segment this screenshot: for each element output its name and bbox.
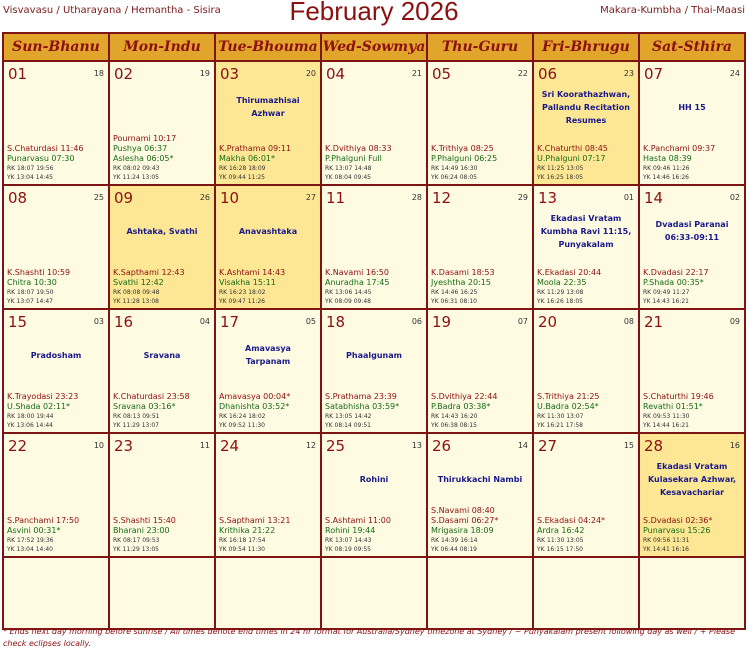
nakshatra-text: Dhanishta 03:52* [219,402,290,411]
day-cell[interactable] [533,61,639,185]
month-title: February 2026 [289,0,459,26]
day-cell[interactable] [533,185,639,309]
rahu-kalam-text: RK 08:08 09:48 [113,289,160,296]
nakshatra-text: Svathi 12:42 [113,278,164,287]
tithi-text: S.Dvithiya 22:44 [431,392,498,401]
tithi-text: K.Shashti 10:59 [7,268,71,277]
rahu-kalam-text: RK 18:00 19:44 [7,413,54,420]
tithi-text: K.Dvadasi 22:17 [643,268,709,277]
lunar-day-number: 13 [411,441,422,450]
day-cell[interactable] [109,61,215,185]
lunar-day-number: 05 [305,317,316,326]
day-number: 21 [644,313,664,331]
weekday-tue: Tue-Bhouma [215,33,321,61]
day-number: 20 [538,313,558,331]
lunar-day-number: 11 [199,441,210,450]
empty-day-cell [109,557,215,629]
nakshatra-text: U.Badra 02:54* [537,402,599,411]
tithi-text: S.Trithiya 21:25 [537,392,600,401]
yamagandam-text: YK 06:31 08:10 [431,298,477,305]
event-label: Anavashtaka [238,226,298,236]
day-cell[interactable] [215,185,321,309]
nakshatra-text: Satabhisha 03:59* [325,402,400,411]
day-cell[interactable] [639,61,745,185]
rahu-kalam-text: RK 11:25 13:05 [537,165,584,172]
panchang-info [7,392,78,430]
nakshatra-text: Aslesha 06:05* [113,154,174,163]
panchang-info [7,144,84,182]
panchang-info [219,516,290,554]
lunar-day-number: 25 [93,193,104,202]
empty-day-cell [427,557,533,629]
day-cell[interactable] [3,185,109,309]
day-cell[interactable] [215,309,321,433]
tithi-text: K.Navami 16:50 [325,268,389,277]
rahu-kalam-text: RK 18:07 19:50 [7,289,54,296]
day-number: 18 [326,313,346,331]
tithi-text: S.Ashtami 11:00 [325,516,391,525]
nakshatra-text: Mrigasira 18:09 [431,526,494,535]
yamagandam-text: YK 11:29 13:05 [113,546,159,553]
nakshatra-text: Punarvasu 15:26 [643,526,711,535]
rahu-kalam-text: RK 16:24 18:02 [219,413,266,420]
day-cell[interactable] [215,61,321,185]
lunar-day-number: 24 [729,69,740,78]
yamagandam-text: YK 14:41 16:16 [643,546,689,553]
day-cell[interactable] [321,185,427,309]
lunar-day-number: 08 [623,317,634,326]
panchang-info [325,268,389,306]
week-row [3,61,745,185]
nakshatra-text: Visakha 15:11 [219,278,276,287]
lunar-day-number: 01 [623,193,634,202]
lunar-day-number: 27 [305,193,316,202]
day-cell[interactable] [3,61,109,185]
empty-day-cell [533,557,639,629]
nakshatra-text: P.Badra 03:38* [431,402,491,411]
lunar-day-number: 06 [411,317,422,326]
tithi-text: S.Dasami 06:27* [431,516,499,525]
rahu-kalam-text: RK 14:49 16:30 [431,165,478,172]
day-number: 02 [114,65,134,83]
week-row [3,433,745,557]
tithi-text: K.Chaturdasi 23:58 [113,392,190,401]
lunar-day-number: 02 [729,193,740,202]
rahu-kalam-text: RK 11:29 13:08 [537,289,584,296]
yamagandam-text: YK 16:15 17:50 [537,546,583,553]
day-cell[interactable] [427,185,533,309]
yamagandam-text: YK 06:38 08:15 [431,422,477,429]
nakshatra-text: Jyeshtha 20:15 [431,278,491,287]
nakshatra-text: Makha 06:01* [219,154,276,163]
event-label: Thirukkachi Nambi [437,474,523,484]
tithi-text: S.Sapthami 13:21 [219,516,291,525]
day-number: 25 [326,437,346,455]
lunar-day-number: 22 [517,69,528,78]
yamagandam-text: YK 09:54 11:30 [219,546,265,553]
yamagandam-text: YK 09:44 11:25 [219,174,265,181]
weekday-wed: Wed-Sowmya [321,33,427,61]
lunar-day-number: 04 [199,317,210,326]
nakshatra-text: U.Shada 02:11* [7,402,71,411]
nakshatra-text: P.Phalguni Full [325,154,382,163]
panchang-info [643,516,712,554]
day-number: 28 [644,437,664,455]
nakshatra-text: Bharani 23:00 [113,526,170,535]
day-number: 19 [432,313,452,331]
panchang-info [431,506,498,554]
yamagandam-text: YK 08:19 09:55 [325,546,371,553]
panchang-info [7,516,79,554]
lunar-day-number: 29 [517,193,528,202]
day-cell[interactable] [533,309,639,433]
nakshatra-text: Pushya 06:37 [113,144,168,153]
nakshatra-text: P.Shada 00:35* [643,278,704,287]
yamagandam-text: YK 16:25 18:05 [537,174,583,181]
panchang-info [219,144,291,182]
day-number: 14 [644,189,664,207]
day-number: 11 [326,189,346,207]
panchang-info [431,268,495,306]
nakshatra-text: Punarvasu 07:30 [7,154,75,163]
panchang-info [537,516,605,554]
yamagandam-text: YK 13:04 14:40 [7,546,53,553]
tithi-text: K.Ekadasi 20:44 [537,268,602,277]
lunar-day-number: 15 [623,441,634,450]
tithi-text: S.Chaturdasi 11:46 [7,144,84,153]
yamagandam-text: YK 08:14 09:51 [325,422,371,429]
panchang-info [113,392,190,430]
tithi-text: S.Navami 08:40 [431,506,495,515]
rahu-kalam-text: RK 08:13 09:51 [113,413,160,420]
empty-day-cell [3,557,109,629]
empty-day-cell [215,557,321,629]
tithi-text: K.Ashtami 14:43 [219,268,286,277]
lunar-day-number: 16 [729,441,740,450]
footnote: * Ends next day morning before sunrise / All times denote end times in 24 hr format for Australia/Sydney timezone at Sydney / ~ Punyakalam present following day as well / + Please check eclipses locally. [3,627,736,648]
event-label: Ekadasi Vratam Kulasekara Azhwar, Kesavachariar [647,461,737,497]
rahu-kalam-text: RK 14:39 16:14 [431,537,478,544]
day-number: 06 [538,65,558,83]
tithi-text: K.Trithiya 08:25 [431,144,494,153]
weekday-sat: Sat-Sthira [639,33,745,61]
day-cell[interactable] [321,309,427,433]
panchang-info [643,144,715,182]
day-cell[interactable] [109,185,215,309]
weekday-fri: Fri-Bhrugu [533,33,639,61]
nakshatra-text: Hasta 08:39 [643,154,692,163]
day-cell[interactable] [109,309,215,433]
nakshatra-text: Moola 22:35 [537,278,587,287]
rahu-kalam-text: RK 14:43 16:20 [431,413,478,420]
nakshatra-text: Rohini 19:44 [325,526,376,535]
day-number: 24 [220,437,240,455]
weekday-sun: Sun-Bhanu [3,33,109,61]
day-number: 04 [326,65,346,83]
yamagandam-text: YK 14:44 16:21 [643,422,689,429]
lunar-day-number: 20 [305,69,316,78]
lunar-day-number: 07 [517,317,528,326]
nakshatra-text: Revathi 01:51* [643,402,703,411]
event-label: Dvadasi Paranai 06:33-09:11 [655,220,729,242]
day-number: 22 [8,437,28,455]
lunar-day-number: 09 [729,317,740,326]
yamagandam-text: YK 16:26 18:05 [537,298,583,305]
rahu-kalam-text: RK 16:18 17:54 [219,537,266,544]
lunar-day-number: 03 [93,317,104,326]
year-season-label: Visvavasu / Utharayana / Hemantha - Sisira [3,5,221,16]
event-label: Thirumazhisai Azhwar [236,96,300,118]
panchang-info [113,134,176,182]
tithi-text: Pournami 10:17 [113,134,177,143]
tithi-text: S.Ekadasi 04:24* [537,516,606,525]
rahu-kalam-text: RK 13:07 14:48 [325,165,372,172]
panchang-info [643,268,709,306]
day-cell[interactable] [321,61,427,185]
tithi-text: S.Panchami 17:50 [7,516,80,525]
day-cell[interactable] [533,433,639,557]
rahu-kalam-text: RK 18:07 19:56 [7,165,54,172]
calendar-header [0,0,748,32]
panchang-info [537,392,600,430]
rahu-kalam-text: RK 09:53 11:30 [643,413,690,420]
yamagandam-text: YK 11:24 13:05 [113,174,159,181]
tithi-text: S.Prathama 23:39 [325,392,397,401]
panchang-info [219,392,290,430]
yamagandam-text: YK 13:06 14:44 [7,422,53,429]
panchang-info [537,144,608,182]
day-number: 13 [538,189,558,207]
rahu-kalam-text: RK 16:28 18:09 [219,165,266,172]
event-label: Sravana [143,350,181,360]
day-number: 10 [220,189,240,207]
rahu-kalam-text: RK 09:46 11:26 [643,165,690,172]
tithi-text: K.Dvithiya 08:33 [325,144,392,153]
day-number: 03 [220,65,240,83]
empty-day-cell [639,557,745,629]
rahu-kalam-text: RK 17:52 19:36 [7,537,54,544]
lunar-day-number: 18 [93,69,104,78]
event-label: Rohini [359,474,389,484]
week-row [3,185,745,309]
rahu-kalam-text: RK 14:46 16:25 [431,289,478,296]
day-cell[interactable] [427,61,533,185]
tithi-text: S.Shashti 15:40 [113,516,176,525]
lunar-day-number: 14 [517,441,528,450]
day-cell[interactable] [321,433,427,557]
panchang-info [537,268,601,306]
rahu-kalam-text: RK 08:02 09:43 [113,165,160,172]
yamagandam-text: YK 09:47 11:26 [219,298,265,305]
nakshatra-text: Asvini 00:31* [7,526,61,535]
day-cell[interactable] [3,433,109,557]
tamil-month-label: Makara-Kumbha / Thai-Maasi [600,5,745,16]
day-cell[interactable] [215,433,321,557]
event-label: Amavasya Tarpanam [245,344,291,366]
yamagandam-text: YK 08:09 09:48 [325,298,371,305]
day-number: 01 [8,65,28,83]
nakshatra-text: U.Phalguni 07:17 [537,154,606,163]
lunar-day-number: 28 [411,193,422,202]
tithi-text: K.Sapthami 12:43 [113,268,185,277]
day-number: 05 [432,65,452,83]
tithi-text: K.Panchami 09:37 [643,144,716,153]
yamagandam-text: YK 06:24 08:05 [431,174,477,181]
panchang-info [219,268,285,306]
yamagandam-text: YK 06:44 08:19 [431,546,477,553]
tithi-text: Amavasya 00:04* [219,392,291,401]
rahu-kalam-text: RK 09:49 11:27 [643,289,690,296]
empty-day-cell [321,557,427,629]
lunar-day-number: 21 [411,69,422,78]
week-row [3,309,745,433]
day-number: 23 [114,437,134,455]
weekday-mon: Mon-Indu [109,33,215,61]
rahu-kalam-text: RK 11:30 13:05 [537,537,584,544]
lunar-day-number: 10 [93,441,104,450]
panchang-info [431,392,497,430]
day-cell[interactable] [639,185,745,309]
day-cell[interactable] [109,433,215,557]
panchang-info [325,144,392,182]
tithi-text: K.Chaturthi 08:45 [537,144,608,153]
rahu-kalam-text: RK 08:17 09:53 [113,537,160,544]
day-number: 27 [538,437,558,455]
day-number: 12 [432,189,452,207]
day-number: 17 [220,313,240,331]
nakshatra-text: Krithika 21:22 [219,526,276,535]
panchang-info [325,392,399,430]
panchang-info [7,268,70,306]
empty-week-row [3,557,745,629]
day-number: 15 [8,313,28,331]
panchang-info [325,516,391,554]
lunar-day-number: 12 [305,441,316,450]
tithi-text: S.Chaturthi 19:46 [643,392,714,401]
yamagandam-text: YK 14:43 16:21 [643,298,689,305]
panchang-info [431,144,497,182]
weekday-header-row [3,33,745,61]
rahu-kalam-text: RK 09:56 11:31 [643,537,690,544]
panchang-info [113,516,176,554]
yamagandam-text: YK 11:29 13:07 [113,422,159,429]
weekday-thu: Thu-Guru [427,33,533,61]
rahu-kalam-text: RK 13:05 14:42 [325,413,372,420]
yamagandam-text: YK 08:04 09:45 [325,174,371,181]
nakshatra-text: P.Phalguni 06:25 [431,154,498,163]
calendar-grid [2,32,746,630]
yamagandam-text: YK 13:07 14:47 [7,298,53,305]
lunar-day-number: 23 [623,69,634,78]
day-cell[interactable] [3,309,109,433]
event-label: Sri Koorathazhwan, Pallandu Recitation Resumes [541,89,631,125]
day-cell[interactable] [639,433,745,557]
event-label: Pradosham [30,350,82,360]
yamagandam-text: YK 14:46 16:26 [643,174,689,181]
day-cell[interactable] [639,309,745,433]
panchang-info [643,392,714,430]
day-number: 26 [432,437,452,455]
event-label: Phaalgunam [346,350,402,360]
day-cell[interactable] [427,309,533,433]
tithi-text: K.Dasami 18:53 [431,268,495,277]
nakshatra-text: Chitra 10:30 [7,278,57,287]
lunar-day-number: 19 [199,69,210,78]
event-label: Ashtaka, Svathi [126,226,198,236]
event-label: Ekadasi Vratam Kumbha Ravi 11:15, Punyakalam [540,213,632,249]
nakshatra-text: Ardra 16:42 [537,526,585,535]
rahu-kalam-text: RK 13:07 14:43 [325,537,372,544]
tithi-text: K.Trayodasi 23:23 [7,392,79,401]
nakshatra-text: Sravana 03:16* [113,402,176,411]
day-number: 08 [8,189,28,207]
panchang-info [113,268,185,306]
day-number: 16 [114,313,134,331]
nakshatra-text: Anuradha 17:45 [325,278,390,287]
rahu-kalam-text: RK 13:06 14:45 [325,289,372,296]
day-cell[interactable] [427,433,533,557]
yamagandam-text: YK 09:52 11:30 [219,422,265,429]
tithi-text: S.Dvadasi 02:36* [643,516,713,525]
lunar-day-number: 26 [199,193,210,202]
yamagandam-text: YK 16:21 17:58 [537,422,583,429]
day-number: 07 [644,65,664,83]
day-number: 09 [114,189,134,207]
tithi-text: K.Prathama 09:11 [219,144,292,153]
rahu-kalam-text: RK 11:30 13:07 [537,413,584,420]
rahu-kalam-text: RK 16:23 18:02 [219,289,266,296]
yamagandam-text: YK 11:28 13:08 [113,298,159,305]
event-label: HH 15 [678,102,706,112]
yamagandam-text: YK 13:04 14:45 [7,174,53,181]
